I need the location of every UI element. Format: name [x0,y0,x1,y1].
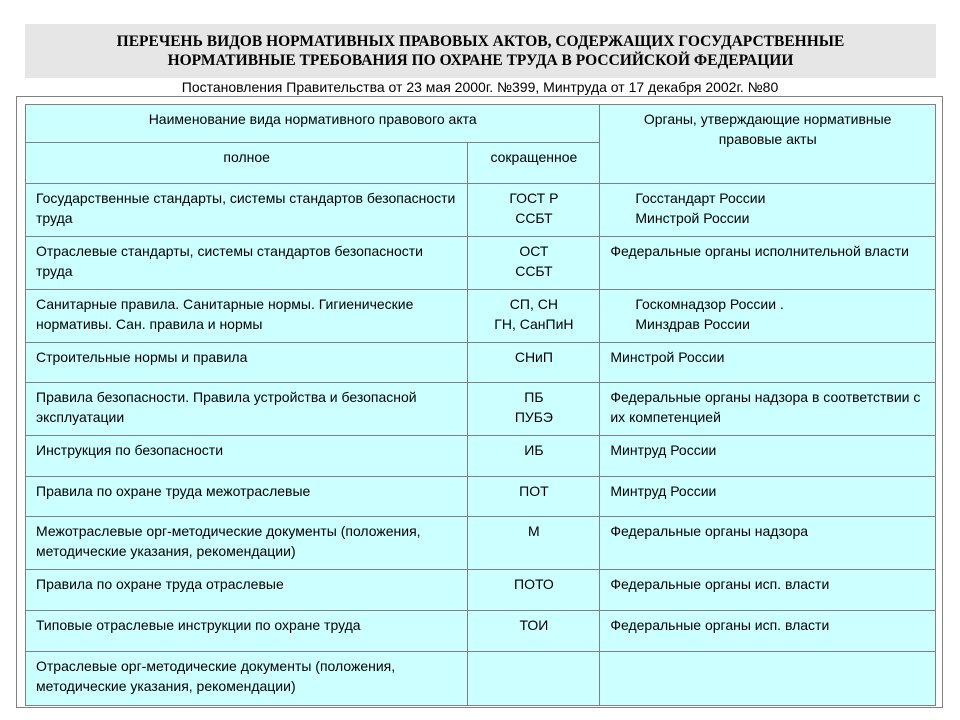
cell-short: ТОИ [468,611,600,652]
acts-table [25,104,936,706]
table-row [26,477,936,517]
cell-short: ГОСТ Р ССБТ [468,184,600,237]
table-row [26,652,936,706]
cell-full: Отраслевые орг-методические документы (положения, методические указания, рекомендации) [26,652,468,706]
cell-short [468,652,600,706]
table-row [26,517,936,570]
cell-organs [600,652,936,706]
table-row [26,237,936,290]
cell-short: ПОТ [468,477,600,517]
cell-organs: Федеральные органы исп. власти [600,611,936,652]
header-short: сокращенное [468,143,600,184]
table-row [26,343,936,383]
cell-short: ПОТО [468,570,600,611]
page-subtitle: Постановления Правительства от 23 мая 2000г. №399, Минтруда от 17 декабря 2002г. №80 [181,79,779,95]
header-organs: Органы, утверждающие нормативные правовые акты [600,105,936,184]
cell-organs: Минтруд России [600,436,936,477]
cell-short: ОСТ ССБТ [468,237,600,290]
table-row [26,184,936,237]
cell-full: Типовые отраслевые инструкции по охране труда [26,611,468,652]
cell-full: Государственные стандарты, системы стандартов безопасности труда [26,184,468,237]
cell-full: Правила безопасности. Правила устройства и безопасной эксплуатации [26,383,468,436]
cell-organs: Минтруд России [600,477,936,517]
cell-organs: Федеральные органы исп. власти [600,570,936,611]
cell-organs: Минстрой России [600,343,936,383]
table-row [26,290,936,343]
table-header-row [26,105,936,143]
cell-short: СНиП [468,343,600,383]
header-full: полное [26,143,468,184]
cell-full: Отраслевые стандарты, системы стандартов безопасности труда [26,237,468,290]
page-title: ПЕРЕЧЕНЬ ВИДОВ НОРМАТИВНЫХ ПРАВОВЫХ АКТОВ, СОДЕРЖАЩИХ ГОСУДАРСТВЕННЫЕ НОРМАТИВНЫЕ ТРЕБОВАНИЯ ПО ОХРАНЕ ТРУДА В РОССИЙСКОЙ ФЕДЕРАЦИИ [116,33,845,69]
cell-short: ПБ ПУБЭ [468,383,600,436]
table-row [26,383,936,436]
cell-short: СП, СН ГН, СанПиН [468,290,600,343]
cell-full: Межотраслевые орг-методические документы (положения, методические указания, рекомендации) [26,517,468,570]
cell-full: Строительные нормы и правила [26,343,468,383]
title-banner [25,24,936,78]
cell-organs: Федеральные органы надзора в соответствии с их компетенцией [600,383,936,436]
header-act-name: Наименование вида нормативного правового акта [26,105,600,143]
table-row [26,570,936,611]
cell-organs: Госстандарт России Минстрой России [600,184,936,237]
cell-organs: Федеральные органы исполнительной власти [600,237,936,290]
table-row [26,611,936,652]
cell-organs: Госкомнадзор России . Минздрав России [600,290,936,343]
cell-full: Правила по охране труда межотраслевые [26,477,468,517]
cell-short: ИБ [468,436,600,477]
cell-full: Санитарные правила. Санитарные нормы. Гигиенические нормативы. Сан. правила и нормы [26,290,468,343]
table-row [26,436,936,477]
cell-short: М [468,517,600,570]
cell-organs: Федеральные органы надзора [600,517,936,570]
cell-full: Инструкция по безопасности [26,436,468,477]
cell-full: Правила по охране труда отраслевые [26,570,468,611]
